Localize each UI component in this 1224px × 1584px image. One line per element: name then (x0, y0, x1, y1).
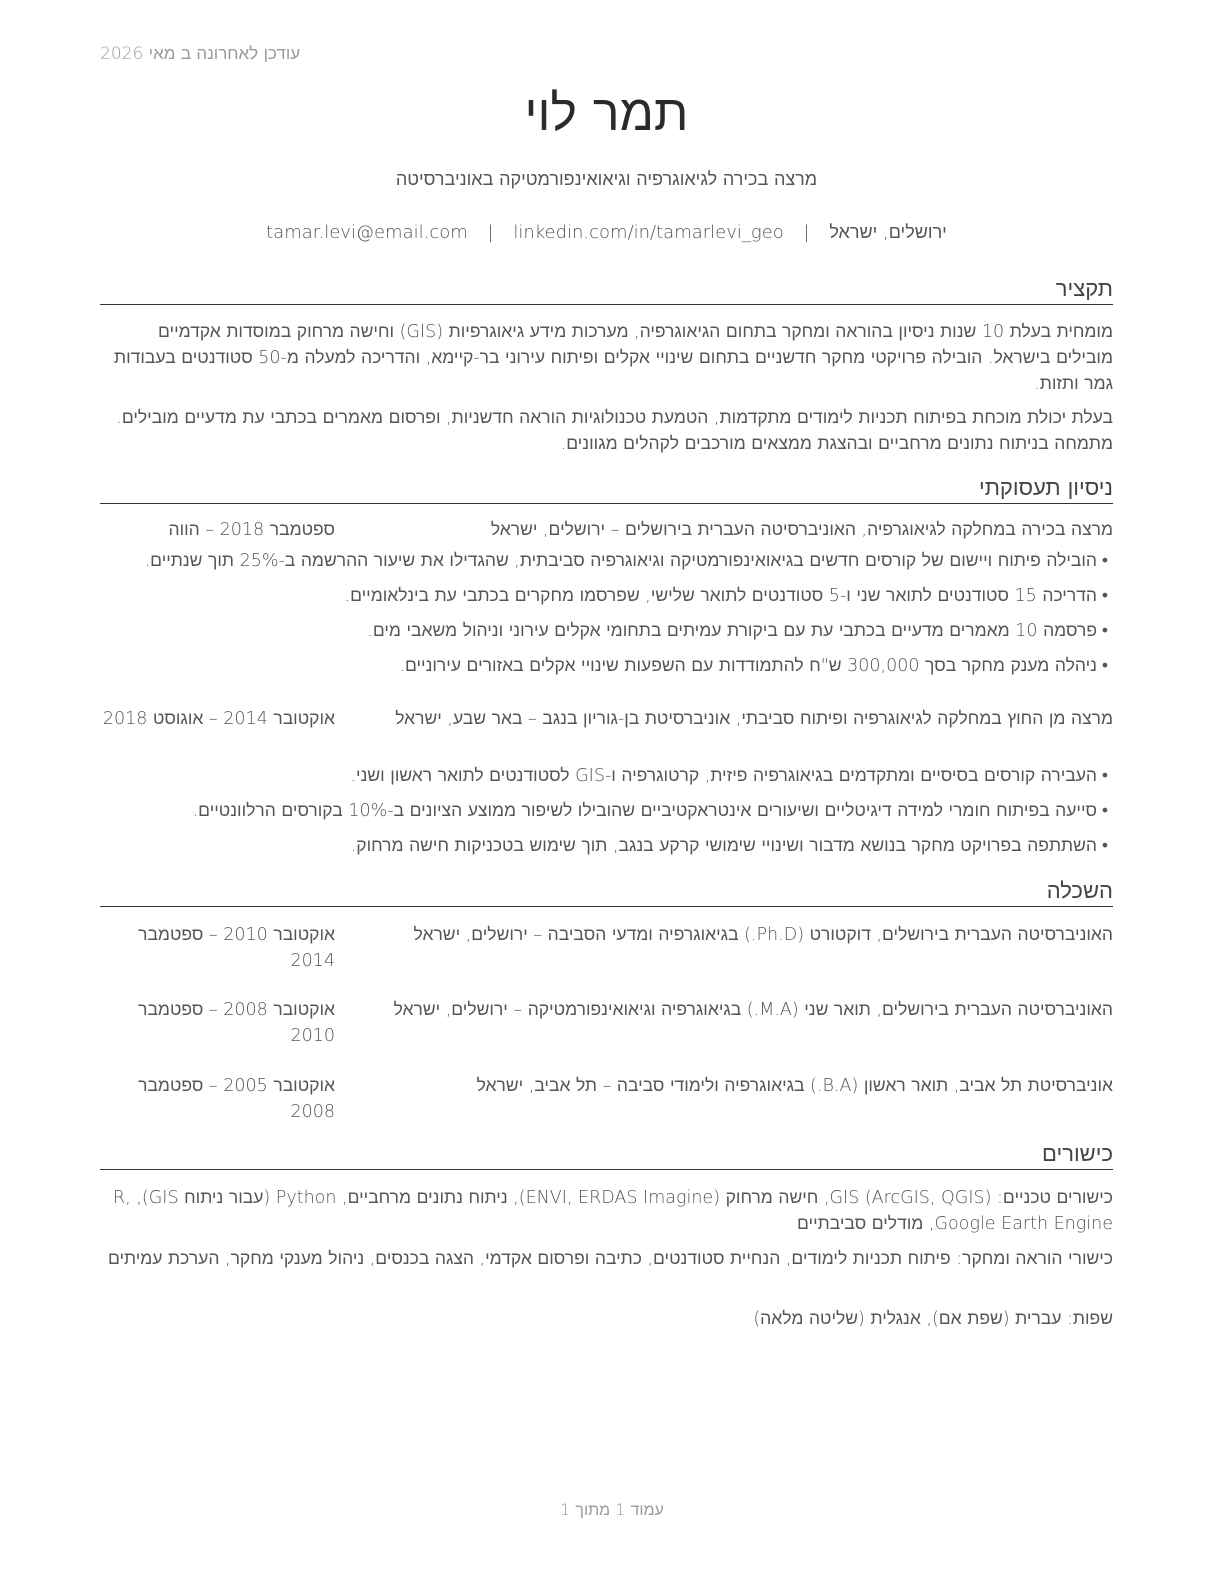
bullet-icon: • (1101, 621, 1109, 641)
job-bullet: •הובילה פיתוח ויישום של קורסים חדשים בגיאואינפורמטיקה וגיאוגרפיה סביבתית, שהגדילו את שיעור ההרשמה ב-25% תוך שנתיים. (100, 548, 1113, 574)
section-divider (100, 304, 1113, 305)
section-divider (100, 503, 1113, 504)
candidate-name: תמר לוי (524, 84, 689, 142)
summary-paragraph: בעלת יכולת מוכחת בפיתוח תכניות לימודים מתקדמות, הטמעת טכנולוגיות הוראה חדשניות, ופרסום מאמרים בכתבי עת מדעיים מובילים. מתמחה בניתוח נתונים מרחביים ובהצגת ממצאים מורכבים לקהלים מגוונים. (116, 408, 1113, 454)
job-bullet: •העבירה קורסים בסיסיים ומתקדמים בגיאוגרפיה פיזית, קרטוגרפיה ו-GIS לסטודנטים לתואר ראשון ושני. (100, 763, 1113, 789)
contact-line (100, 222, 1113, 243)
job-title: מרצה מן החוץ במחלקה לגיאוגרפיה ופיתוח סביבתי, אוניברסיטת בן-גוריון בנגב – באר שבע, ישראל (395, 709, 1113, 729)
contact-separator: | (487, 222, 494, 243)
skills-languages: שפות: עברית (שפת אם), אנגלית (שליטה מלאה) (753, 1309, 1113, 1329)
job-bullet: •הדריכה 15 סטודנטים לתואר שני ו-5 סטודנטים לתואר שלישי, שפרסמו מחקרים בכתבי עת בינלאומיים. (100, 583, 1113, 609)
section-divider (100, 1169, 1113, 1170)
summary-paragraph: מומחית בעלת 10 שנות ניסיון בהוראה ומחקר בתחום הגיאוגרפיה, מערכות מידע גיאוגרפיות (GIS) וחישה מרחוק במוסדות אקדמיים מובילים בישראל. הובילה פרויקטי מחקר חדשניים בתחום שינויי אקלים ופיתוח עירוני בר-קיימא, והדריכה למעלה מ-50 סטודנטים בעבודות גמר ותזות. (114, 322, 1113, 394)
section-title-experience: ניסיון תעסוקתי (979, 476, 1113, 501)
contact-separator: | (803, 222, 810, 243)
education-title: אוניברסיטת תל אביב, תואר ראשון (B.A.) בגיאוגרפיה ולימודי סביבה – תל אביב, ישראל (476, 1076, 1113, 1096)
skills-technical: כישורים טכניים: GIS (ArcGIS, QGIS), חישה מרחוק (ENVI, ERDAS Imagine), ניתוח נתונים מרחביים, Python (עבור ניתוח GIS), R, Google Earth Engine, מודלים סביבתיים (113, 1188, 1113, 1234)
bullet-icon: • (1101, 766, 1109, 786)
section-title-skills: כישורים (1042, 1142, 1113, 1167)
job-dates: ספטמבר 2018 – הווה (168, 520, 335, 540)
job-title: מרצה בכירה במחלקה לגיאוגרפיה, האוניברסיטה העברית בירושלים – ירושלים, ישראל (490, 520, 1113, 540)
section-title-summary: תקציר (1055, 277, 1113, 302)
resume-page (100, 0, 1113, 1584)
bullet-icon: • (1101, 836, 1109, 856)
job-bullet: •סייעה בפיתוח חומרי למידה דיגיטליים ושיעורים אינטראקטיביים שהובילו לשיפור ממוצע הציונים ב-10% בקורסים הרלוונטיים. (100, 798, 1113, 824)
page-number: עמוד 1 מתוך 1 (560, 1500, 664, 1519)
contact-linkedin-link[interactable]: linkedin.com/in/tamarlevi_geo (513, 222, 784, 243)
skills-teaching: כישורי הוראה ומחקר: פיתוח תכניות לימודים, הנחיית סטודנטים, כתיבה ופרסום אקדמי, הצגה בכנסים, ניהול מענקי מחקר, הערכת עמיתים (107, 1249, 1113, 1269)
job-bullet: •ניהלה מענק מחקר בסך 300,000 ש"ח להתמודדות עם השפעות שינויי אקלים באזורים עירוניים. (100, 653, 1113, 679)
job-bullet: •השתתפה בפרויקט מחקר בנושא מדבור ושינויי שימושי קרקע בנגב, תוך שימוש בטכניקות חישה מרחוק. (100, 833, 1113, 859)
job-dates: אוקטובר 2014 – אוגוסט 2018 (102, 709, 335, 729)
contact-location: ירושלים, ישראל (829, 222, 947, 243)
education-title: האוניברסיטה העברית בירושלים, תואר שני (M.A.) בגיאוגרפיה וגיאואינפורמטיקה – ירושלים, ישראל (393, 1000, 1113, 1020)
section-divider (100, 906, 1113, 907)
bullet-icon: • (1101, 551, 1109, 571)
job-bullet: •פרסמה 10 מאמרים מדעיים בכתבי עת עם ביקורת עמיתים בתחומי אקלים עירוני וניהול משאבי מים. (100, 618, 1113, 644)
education-title: האוניברסיטה העברית בירושלים, דוקטורט (Ph.D.) בגיאוגרפיה ומדעי הסביבה – ירושלים, ישראל (413, 925, 1113, 945)
bullet-icon: • (1101, 586, 1109, 606)
education-dates: אוקטובר 2008 – ספטמבר 2010 (138, 1000, 335, 1046)
education-dates: אוקטובר 2010 – ספטמבר 2014 (138, 925, 335, 971)
bullet-icon: • (1101, 801, 1109, 821)
last-updated-note: עודכן לאחרונה ב מאי 2026 (100, 44, 301, 64)
bullet-icon: • (1101, 656, 1109, 676)
contact-email-link[interactable]: tamar.levi@email.com (266, 222, 468, 243)
candidate-tagline: מרצה בכירה לגיאוגרפיה וגיאואינפורמטיקה באוניברסיטה (395, 169, 818, 190)
education-dates: אוקטובר 2005 – ספטמבר 2008 (138, 1076, 335, 1122)
section-title-education: השכלה (1046, 879, 1113, 904)
